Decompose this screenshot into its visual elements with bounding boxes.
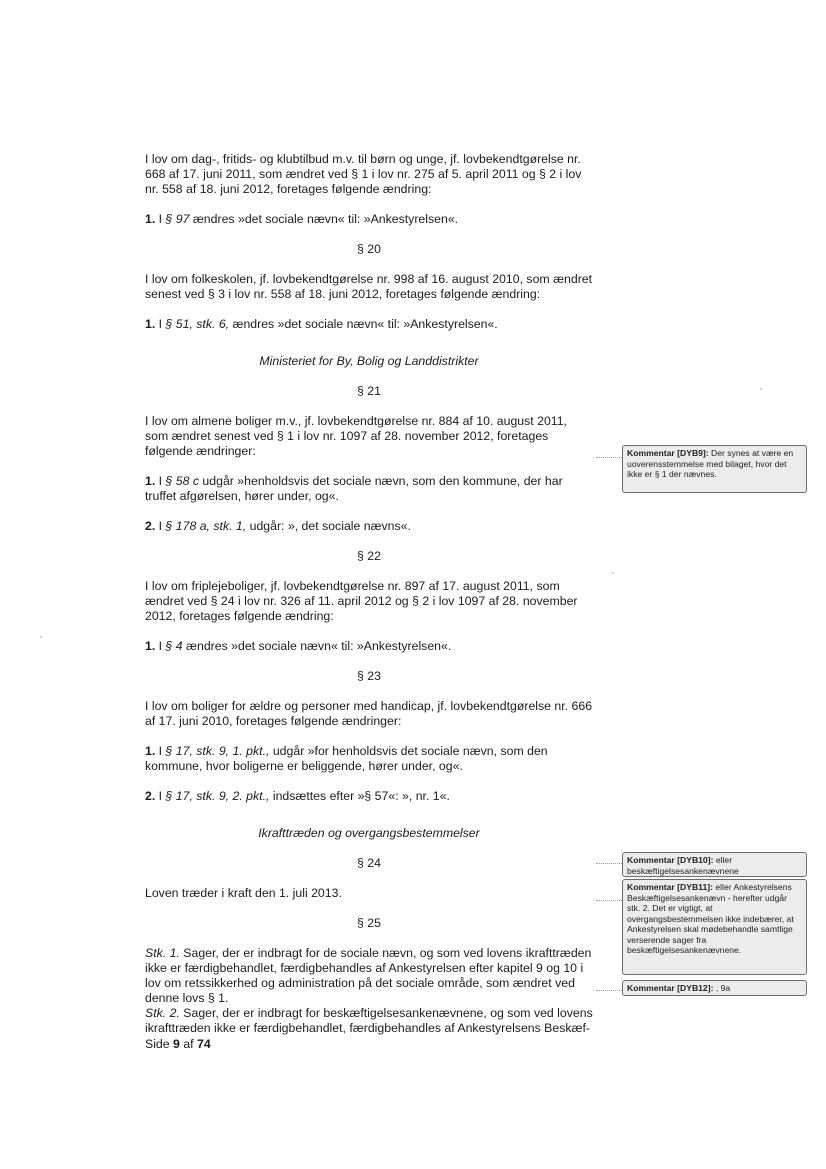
scan-speck <box>612 572 614 574</box>
comment-dyb9[interactable]: Kommentar [DYB9]: Der synes at være en uoverensstemmelse med bilaget, hvor det ikke er § 1 der nævnes. <box>622 445 807 493</box>
section-heading-22: § 22 <box>357 549 381 563</box>
section-heading-20: § 20 <box>357 242 381 256</box>
comment-dyb10[interactable]: Kommentar [DYB10]: eller beskæftigelsesankenævnene <box>622 852 807 877</box>
document-body <box>145 152 593 1036</box>
comment-dyb11[interactable]: Kommentar [DYB11]: eller Ankestyrelsens Beskæftigelsesankenævn - herefter udgår stk. 2. Det er vigtigt, at overgangsbestemmelsen ikke indebærer, at Ankestyrelsen skal mødebehandle samtlige verserende sager fra beskæftigelsesankenævnene. <box>622 879 807 975</box>
comment-leader-line <box>596 990 622 991</box>
section-heading-25: § 25 <box>357 916 381 930</box>
intro-paragraph-sec23: I lov om boliger for ældre og personer med handicap, jf. lovbekendtgørelse nr. 666 af 17. juni 2010, foretages følgende ændringer: <box>145 699 593 728</box>
comment-leader-line <box>596 457 622 458</box>
chapter-heading: Ikrafttræden og overgangsbestemmelser <box>258 826 480 840</box>
section-heading-24: § 24 <box>357 856 381 870</box>
amendment-item: 1. I § 51, stk. 6, ændres »det sociale nævn« til: »Ankestyrelsen«. <box>145 317 498 331</box>
scan-speck <box>760 388 762 390</box>
scan-speck <box>40 636 42 638</box>
stk2-paragraph: Stk. 2. Sager, der er indbragt for beskæftigelsesankenævnene, og som ved lovens ikrafttræden ikke er færdigbehandlet, færdigbehandles af Ankestyrelsens Beskæf- <box>145 1006 593 1035</box>
page-footer: Side 9 af 74 <box>145 1037 211 1051</box>
ministry-heading: Ministeriet for By, Bolig og Landdistrikter <box>259 354 479 368</box>
section-heading-23: § 23 <box>357 669 381 683</box>
stk1-paragraph: Stk. 1. Sager, der er indbragt for de sociale nævn, og som ved lovens ikrafttræden ikke er færdigbehandlet, færdigbehandles af Ankestyrelsen efter kapitel 9 og 10 i lov om retssikkerhed og administration på det sociale område, som ændret ved denne lovs § 1. <box>145 946 592 1005</box>
effective-date-paragraph: Loven træder i kraft den 1. juli 2013. <box>145 886 342 900</box>
intro-paragraph-sec21: I lov om almene boliger m.v., jf. lovbekendtgørelse nr. 884 af 10. august 2011, som ændret senest ved § 1 i lov nr. 1097 af 28. november 2012, foretages følgende ændringer: <box>145 414 567 458</box>
comment-leader-line <box>596 863 622 864</box>
amendment-item: 2. I § 17, stk. 9, 2. pkt., indsættes efter »§ 57«: », nr. 1«. <box>145 789 450 803</box>
amendment-item: 1. I § 97 ændres »det sociale nævn« til: »Ankestyrelsen«. <box>145 212 459 226</box>
amendment-item: 1. I § 17, stk. 9, 1. pkt., udgår »for henholdsvis det sociale nævn, som den kommune, hvor boligerne er beliggende, hører under, og«. <box>145 744 548 773</box>
comment-dyb12[interactable]: Kommentar [DYB12]: , 9a <box>622 980 807 996</box>
section-heading-21: § 21 <box>357 384 381 398</box>
intro-paragraph-sec22: I lov om friplejeboliger, jf. lovbekendtgørelse nr. 897 af 17. august 2011, som ændret ved § 24 i lov nr. 326 af 11. april 2012 og § 2 i lov 1097 af 28. november 2012, foretages følgende ændring: <box>145 579 578 623</box>
comment-leader-line <box>596 900 622 901</box>
amendment-item: 1. I § 4 ændres »det sociale nævn« til: »Ankestyrelsen«. <box>145 639 452 653</box>
amendment-item: 2. I § 178 a, stk. 1, udgår: », det sociale nævns«. <box>145 519 411 533</box>
intro-paragraph-sec20: I lov om folkeskolen, jf. lovbekendtgørelse nr. 998 af 16. august 2010, som ændret senest ved § 3 i lov nr. 558 af 18. juni 2012, foretages følgende ændring: <box>145 272 593 301</box>
intro-paragraph-sec19: I lov om dag-, fritids- og klubtilbud m.v. til børn og unge, jf. lovbekendtgørelse nr. 668 af 17. juni 2011, som ændret ved § 1 i lov nr. 275 af 5. april 2011 og § 2 i lov nr. 558 af 18. juni 2012, foretages følgende ændring: <box>145 152 582 196</box>
amendment-item: 1. I § 58 c udgår »henholdsvis det sociale nævn, som den kommune, der har truffet afgørelsen, hører under, og«. <box>145 474 563 503</box>
